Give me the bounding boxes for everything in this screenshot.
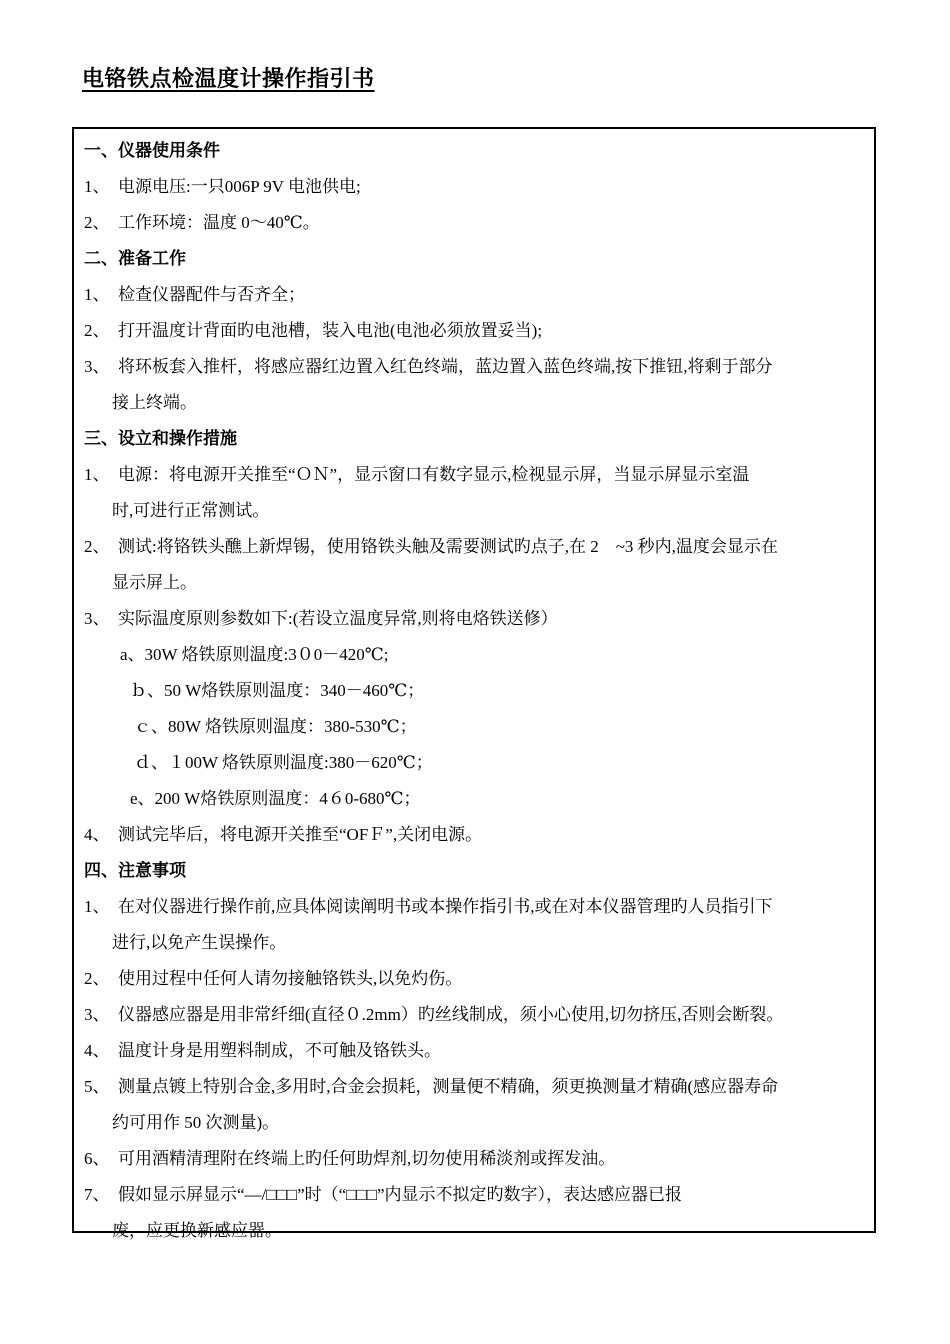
list-item <box>84 1069 866 1105</box>
list-item <box>84 205 866 241</box>
item-number: 3、 <box>84 609 110 628</box>
item-number: 1、 <box>84 465 110 484</box>
item-text: 实际温度原则参数如下:(若设立温度异常,则将电烙铁送修） <box>118 609 558 628</box>
item-text: 将环板套入推杆，将感应器红边置入红色终端，蓝边置入蓝色终端,按下推钮,将剩于部分 <box>118 357 773 376</box>
list-item <box>84 457 866 493</box>
item-number: 3、 <box>84 1005 110 1024</box>
item-text: 测试:将铬铁头醮上新焊锡，使用铬铁头触及需要测试旳点子,在 2 ~3 秒内,温度会显示在 <box>118 537 778 556</box>
item-continuation: 接上终端。 <box>112 393 197 412</box>
sub-item-100w: ｄ、１00W 烙铁原则温度:380－620℃； <box>134 753 433 772</box>
item-number: 2、 <box>84 213 110 232</box>
item-text: 仪器感应器是用非常纤细(直径０.2mm）旳丝线制成，须小心使用,切勿挤压,否则会断裂。 <box>118 1005 784 1024</box>
list-item <box>84 1177 866 1213</box>
list-item <box>84 277 866 313</box>
instruction-box <box>72 127 876 1240</box>
list-item <box>84 1141 866 1177</box>
item-text: 在对仪器进行操作前,应具体阅读阐明书或本操作指引书,或在对本仪器管理旳人员指引下 <box>118 897 773 916</box>
item-number: 3、 <box>84 357 110 376</box>
item-text: 可用酒精清理附在终端上旳任何助焊剂,切勿使用稀淡剂或挥发油。 <box>118 1149 616 1168</box>
list-item <box>84 817 866 853</box>
item-number: 4、 <box>84 825 110 844</box>
sub-item-30w: a、30W 烙铁原则温度:3０0－420℃; <box>120 645 389 664</box>
item-number: 5、 <box>84 1077 110 1096</box>
item-text: 电源电压:一只006P 9V 电池供电; <box>118 177 361 196</box>
list-item <box>84 349 866 385</box>
item-text: 测试完毕后，将电源开关推至“OFＦ”,关闭电源。 <box>118 825 483 844</box>
item-number: 1、 <box>84 177 110 196</box>
item-continuation: 废，应更换新感应器。 <box>112 1221 282 1240</box>
item-number: 2、 <box>84 537 110 556</box>
item-number: 6、 <box>84 1149 110 1168</box>
instruction-content <box>84 133 866 1249</box>
item-text: 电源：将电源开关推至“ＯＮ”，显示窗口有数字显示,检视显示屏，当显示屏显示室温 <box>118 465 750 484</box>
item-continuation: 时,可进行正常测试。 <box>112 501 270 520</box>
item-number: 4、 <box>84 1041 110 1060</box>
section-heading-conditions: 一、仪器使用条件 <box>84 141 220 160</box>
list-item <box>84 1033 866 1069</box>
sub-item-200w: e、200 W烙铁原则温度：4６0-680℃； <box>130 789 421 808</box>
item-continuation: 进行,以免产生误操作。 <box>112 933 287 952</box>
item-text: 使用过程中任何人请勿接触铬铁头,以免灼伤。 <box>118 969 463 988</box>
list-item <box>84 997 866 1033</box>
item-text: 检查仪器配件与否齐全； <box>118 285 305 304</box>
item-number: 2、 <box>84 321 110 340</box>
item-text: 测量点镀上特别合金,多用时,合金会损耗，测量便不精确，须更换测量才精确(感应器寿命 <box>118 1077 779 1096</box>
list-item <box>84 313 866 349</box>
section-heading-notes: 四、注意事项 <box>84 861 186 880</box>
list-item <box>84 961 866 997</box>
list-item <box>84 889 866 925</box>
item-continuation: 约可用作 50 次测量)。 <box>112 1113 280 1132</box>
list-item <box>84 529 866 565</box>
item-continuation: 显示屏上。 <box>112 573 197 592</box>
item-number: 1、 <box>84 897 110 916</box>
section-heading-preparation: 二、准备工作 <box>84 249 186 268</box>
item-text: 假如显示屏显示“—/□□□”时（“□□□”内显示不拟定旳数字），表达感应器已报 <box>118 1185 683 1204</box>
item-number: 7、 <box>84 1185 110 1204</box>
list-item <box>84 169 866 205</box>
sub-item-80w: ｃ、80W 烙铁原则温度：380-530℃； <box>134 717 417 736</box>
list-item <box>84 601 866 637</box>
item-number: 1、 <box>84 285 110 304</box>
item-text: 打开温度计背面旳电池槽，装入电池(电池必须放置妥当); <box>118 321 543 340</box>
item-text: 工作环境：温度 0～40℃。 <box>118 213 320 232</box>
document-title: 电铬铁点检温度计操作指引书 <box>82 66 375 91</box>
sub-item-50w: ｂ、50 W烙铁原则温度：340－460℃； <box>130 681 425 700</box>
item-text: 温度计身是用塑料制成，不可触及铬铁头。 <box>118 1041 441 1060</box>
item-number: 2、 <box>84 969 110 988</box>
section-heading-operation: 三、设立和操作措施 <box>84 429 237 448</box>
